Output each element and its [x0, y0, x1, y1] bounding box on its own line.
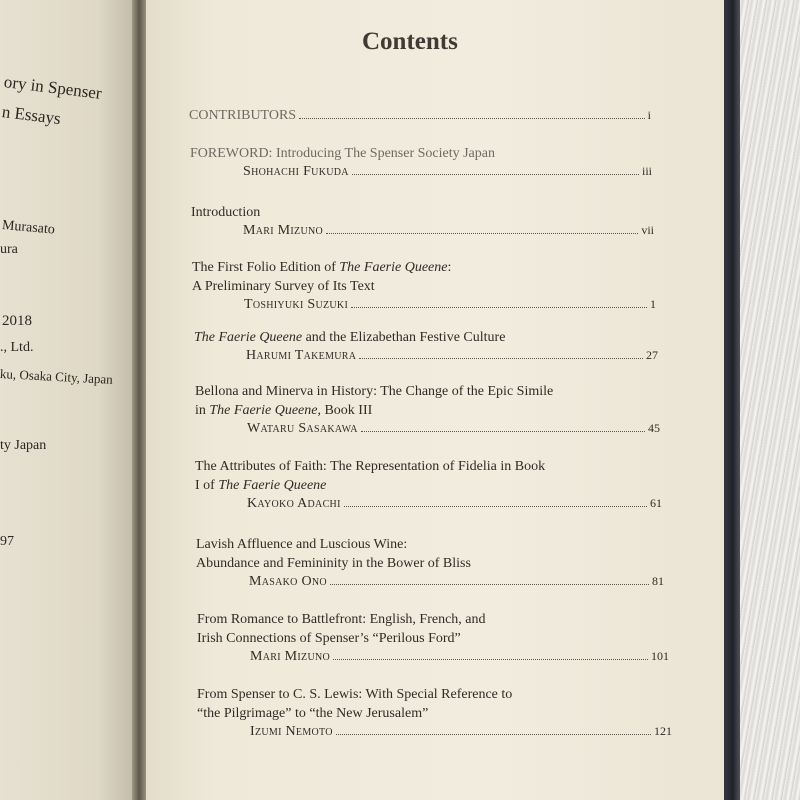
dot-leader	[351, 296, 647, 308]
dot-leader	[344, 495, 647, 507]
page-number: i	[647, 108, 651, 122]
left-page-line: Murasato	[1, 218, 56, 238]
toc-entry	[195, 457, 662, 512]
entry-title: FOREWORD: Introducing The Spenser Society Japan	[190, 146, 495, 161]
left-page-line: ura	[0, 242, 18, 257]
entry-author: Masako Ono	[249, 574, 327, 589]
page-number: 101	[651, 649, 669, 663]
left-page	[0, 0, 140, 800]
toc-entry	[197, 685, 672, 740]
entry-title: Bellona and Minerva in History: The Change of the Epic Simile	[195, 384, 554, 399]
entry-title: The First Folio Edition of The Faerie Queene:	[192, 260, 452, 275]
left-page-line: ty Japan	[0, 438, 47, 453]
entry-author: Toshiyuki Suzuki	[244, 297, 349, 312]
left-page-line: n Essays	[0, 102, 62, 129]
entry-title-line2: “the Pilgrimage” to “the New Jerusalem”	[197, 706, 429, 721]
page-number: 45	[648, 421, 660, 435]
dot-leader	[299, 107, 645, 119]
left-page-line: ory in Spenser	[2, 72, 103, 103]
toc-entry	[194, 328, 658, 364]
entry-author: Shohachi Fukuda	[243, 164, 349, 179]
entry-author: Mari Mizuno	[243, 223, 324, 238]
contents-title: Contents	[362, 28, 458, 55]
dot-leader	[352, 163, 639, 175]
entry-title-line2: in The Faerie Queene, Book III	[195, 403, 373, 418]
dot-leader	[361, 420, 645, 432]
toc-entry	[196, 535, 664, 590]
entry-title: Introduction	[191, 205, 261, 220]
book-cover-edge	[722, 0, 740, 800]
page-number: 1	[650, 297, 656, 311]
entry-author: Harumi Takemura	[246, 348, 357, 363]
dot-leader	[333, 648, 648, 660]
entry-author: Izumi Nemoto	[250, 724, 333, 739]
page-number: 81	[652, 574, 664, 588]
toc-introduction	[191, 203, 654, 239]
toc-contributors	[189, 107, 651, 124]
entry-title-line2: Irish Connections of Spenser’s “Perilous Ford”	[197, 631, 461, 646]
entry-author: Mari Mizuno	[250, 649, 331, 664]
page-number: iii	[641, 164, 652, 178]
page-number: 61	[650, 496, 662, 510]
page-number: vii	[641, 223, 654, 237]
entry-author: Wataru Sasakawa	[247, 421, 358, 436]
toc-entry	[197, 610, 669, 665]
toc-entry	[195, 382, 660, 437]
entry-title: The Faerie Queene and the Elizabethan Festive Culture	[194, 330, 506, 345]
entry-title-line2: I of The Faerie Queene	[195, 478, 327, 493]
left-page-line: ., Ltd.	[0, 340, 34, 355]
left-page-line: ku, Osaka City, Japan	[0, 366, 114, 387]
left-page-line: 2018	[2, 313, 32, 329]
entry-title-line2: A Preliminary Survey of Its Text	[192, 279, 375, 294]
toc-foreword	[190, 144, 652, 180]
entry-author: Kayoko Adachi	[247, 496, 341, 511]
contributors-label: CONTRIBUTORS	[189, 108, 297, 123]
page-number: 27	[646, 348, 658, 362]
toc-entry	[192, 258, 656, 313]
entry-title-line2: Abundance and Femininity in the Bower of Bliss	[196, 556, 471, 571]
entry-title: From Spenser to C. S. Lewis: With Special Reference to	[197, 687, 513, 702]
dot-leader	[336, 723, 651, 735]
entry-title: The Attributes of Faith: The Representation of Fidelia in Book	[195, 459, 546, 474]
fur-background	[740, 0, 800, 800]
dot-leader	[326, 222, 638, 234]
entry-title: Lavish Affluence and Luscious Wine:	[196, 537, 408, 552]
dot-leader	[359, 347, 643, 359]
page-number: 121	[654, 724, 672, 738]
left-page-line: 97	[0, 534, 14, 549]
dot-leader	[330, 573, 649, 585]
entry-title: From Romance to Battlefront: English, French, and	[197, 612, 486, 627]
